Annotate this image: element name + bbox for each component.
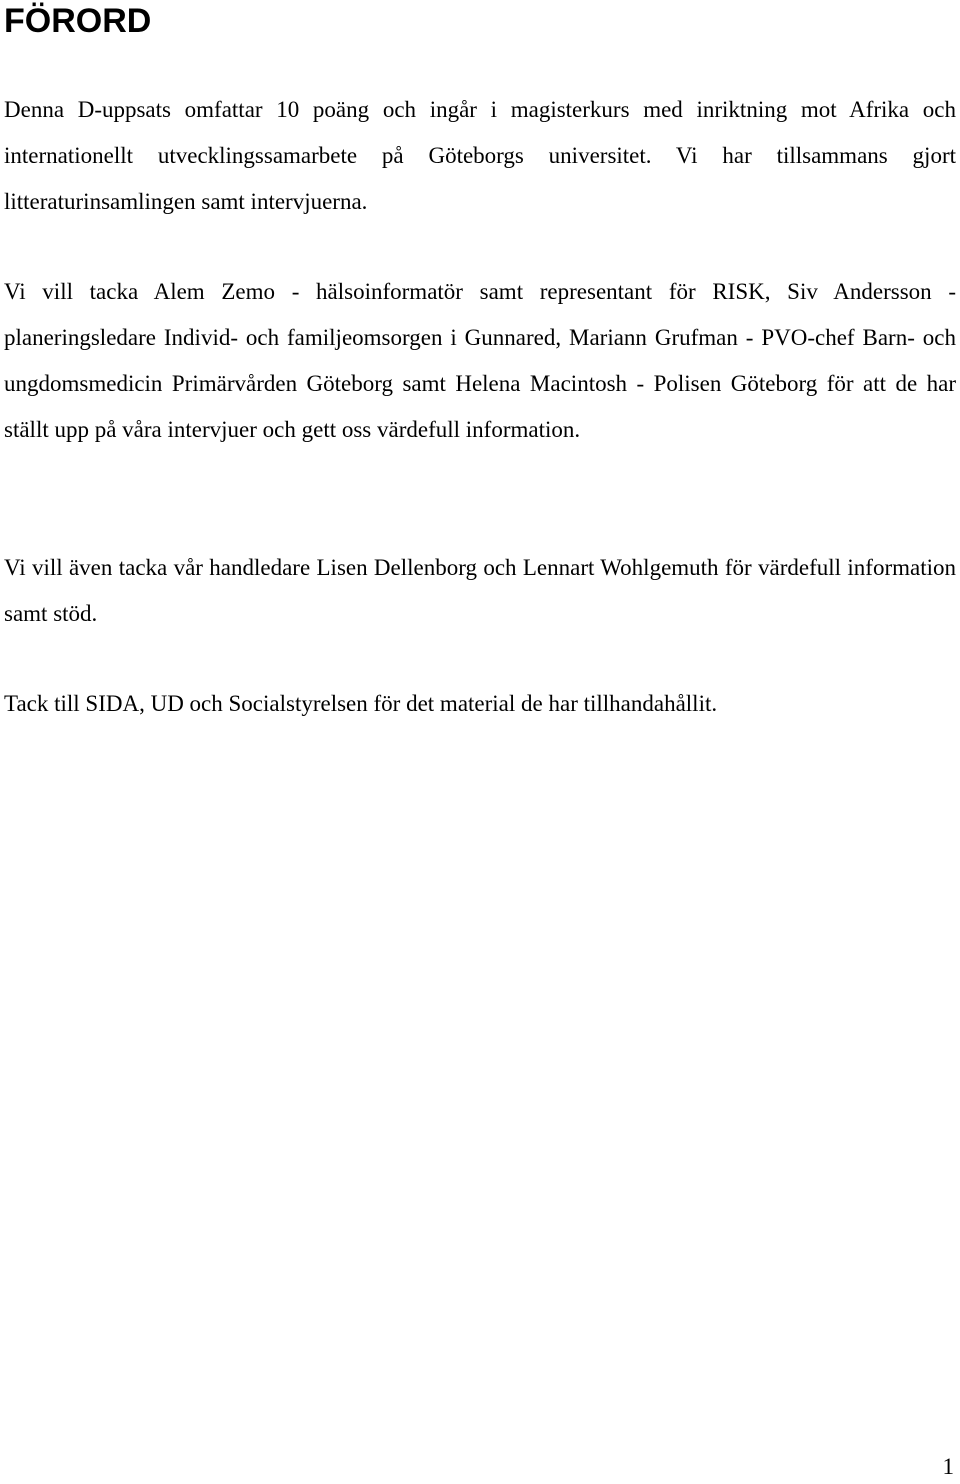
paragraph-intro: Denna D-uppsats omfattar 10 poäng och ingår i magisterkurs med inriktning mot Afrika och internationellt utvecklingssamarbete på Göteborgs universitet. Vi har tillsammans gjort litteraturinsamlingen samt intervjuerna. [4,97,956,214]
page-title: FÖRORD [4,2,152,40]
paragraph-supervisors: Vi vill även tacka vår handledare Lisen Dellenborg och Lennart Wohlgemuth för värdefull information samt stöd. [4,555,956,626]
paragraph-organizations: Tack till SIDA, UD och Socialstyrelsen för det material de har tillhandahållit. [4,691,718,716]
paragraph-acknowledgements: Vi vill tacka Alem Zemo - hälsoinformatör samt representant för RISK, Siv Andersson - planeringsledare Individ- och familjeomsorgen i Gunnared, Mariann Grufman - PVO-chef Barn- och ungdomsmedicin Primärvården Göteborg samt Helena Macintosh - Polisen Göteborg för att de har ställt upp på våra intervjuer och gett oss värdefull information. [4,279,956,442]
page-number: 1 [942,1454,954,1479]
